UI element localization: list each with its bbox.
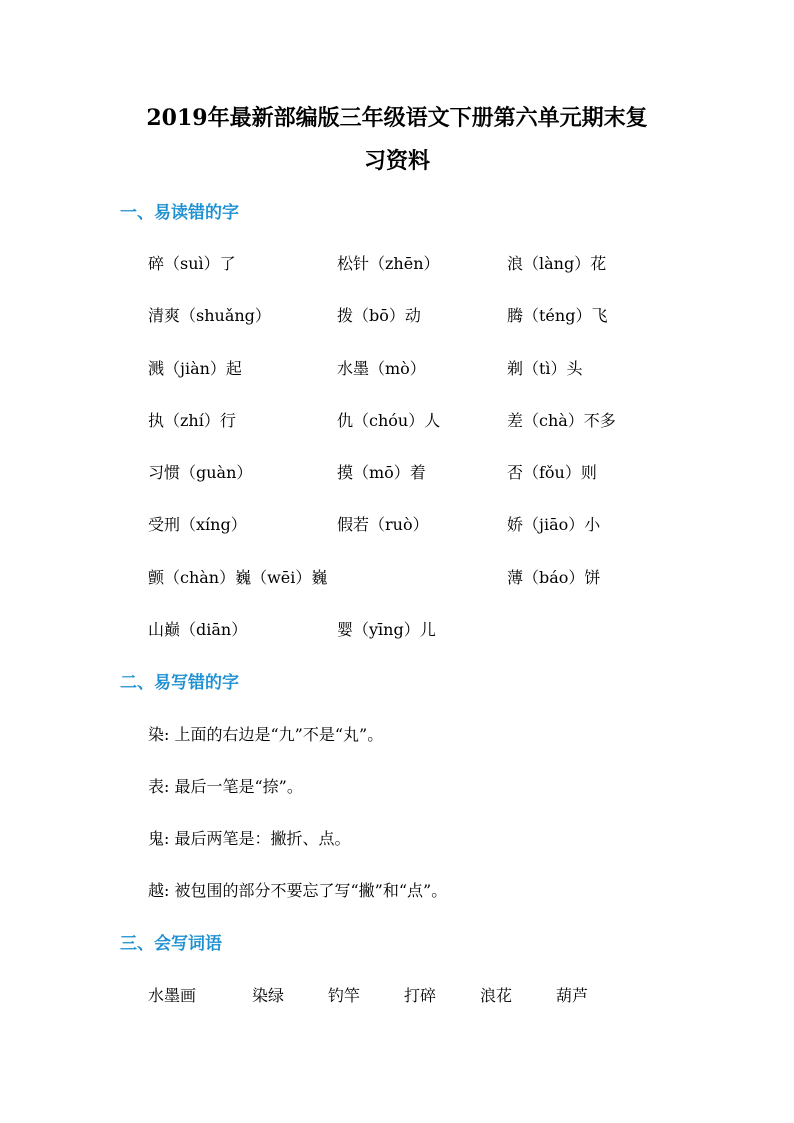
section-heading-writing: 二、易写错的字 — [120, 673, 239, 693]
writing-note: 染: 上面的右边是“九”不是“丸”。 — [148, 725, 384, 744]
vocabulary-word: 葫芦 — [556, 986, 589, 1005]
pinyin-item: 碎（suì）了 — [148, 254, 236, 273]
writing-note: 越: 被包围的部分不要忘了写“撇”和“点”。 — [148, 881, 448, 900]
vocabulary-word: 水墨画 — [148, 986, 197, 1005]
document-title-line-2: 习资料 — [363, 148, 430, 174]
vocabulary-word: 浪花 — [480, 986, 513, 1005]
pinyin-item: 薄（báo）饼 — [507, 568, 601, 587]
vocabulary-word: 打碎 — [404, 986, 437, 1005]
pinyin-item: 颤（chàn）巍（wēi）巍 — [148, 568, 328, 587]
vocabulary-word: 钓竿 — [328, 986, 361, 1005]
document-title-line-1: 2019年最新部编版三年级语文下册第六单元期末复 — [146, 105, 648, 131]
pinyin-item: 习惯（guàn） — [148, 463, 253, 482]
pinyin-item: 松针（zhēn） — [337, 254, 440, 273]
pinyin-item: 浪（làng）花 — [507, 254, 607, 273]
pinyin-item: 山巅（diān） — [148, 620, 248, 639]
section-heading-pronunciation: 一、易读错的字 — [120, 203, 239, 223]
pinyin-item: 摸（mō）着 — [337, 463, 426, 482]
pinyin-item: 差（chà）不多 — [507, 411, 616, 430]
pinyin-item: 拨（bō）动 — [337, 306, 421, 325]
pinyin-item: 假若（ruò） — [337, 515, 429, 534]
pinyin-item: 腾（téng）飞 — [507, 306, 608, 325]
writing-note: 表: 最后一笔是“捺”。 — [148, 777, 303, 796]
pinyin-item: 溅（jiàn）起 — [148, 359, 242, 378]
pinyin-item: 执（zhí）行 — [148, 411, 236, 430]
vocabulary-word: 染绿 — [252, 986, 285, 1005]
pinyin-item: 剃（tì）头 — [507, 359, 583, 378]
pinyin-item: 清爽（shuǎng） — [148, 306, 271, 325]
writing-note: 鬼: 最后两笔是：撇折、点。 — [148, 829, 351, 848]
pinyin-item: 否（fǒu）则 — [507, 463, 597, 482]
pinyin-item: 婴（yīng）儿 — [337, 620, 436, 639]
section-heading-vocabulary: 三、会写词语 — [120, 934, 222, 954]
pinyin-item: 受刑（xíng） — [148, 515, 247, 534]
pinyin-item: 娇（jiāo）小 — [507, 515, 601, 534]
pinyin-item: 仇（chóu）人 — [337, 411, 441, 430]
pinyin-item: 水墨（mò） — [337, 359, 426, 378]
